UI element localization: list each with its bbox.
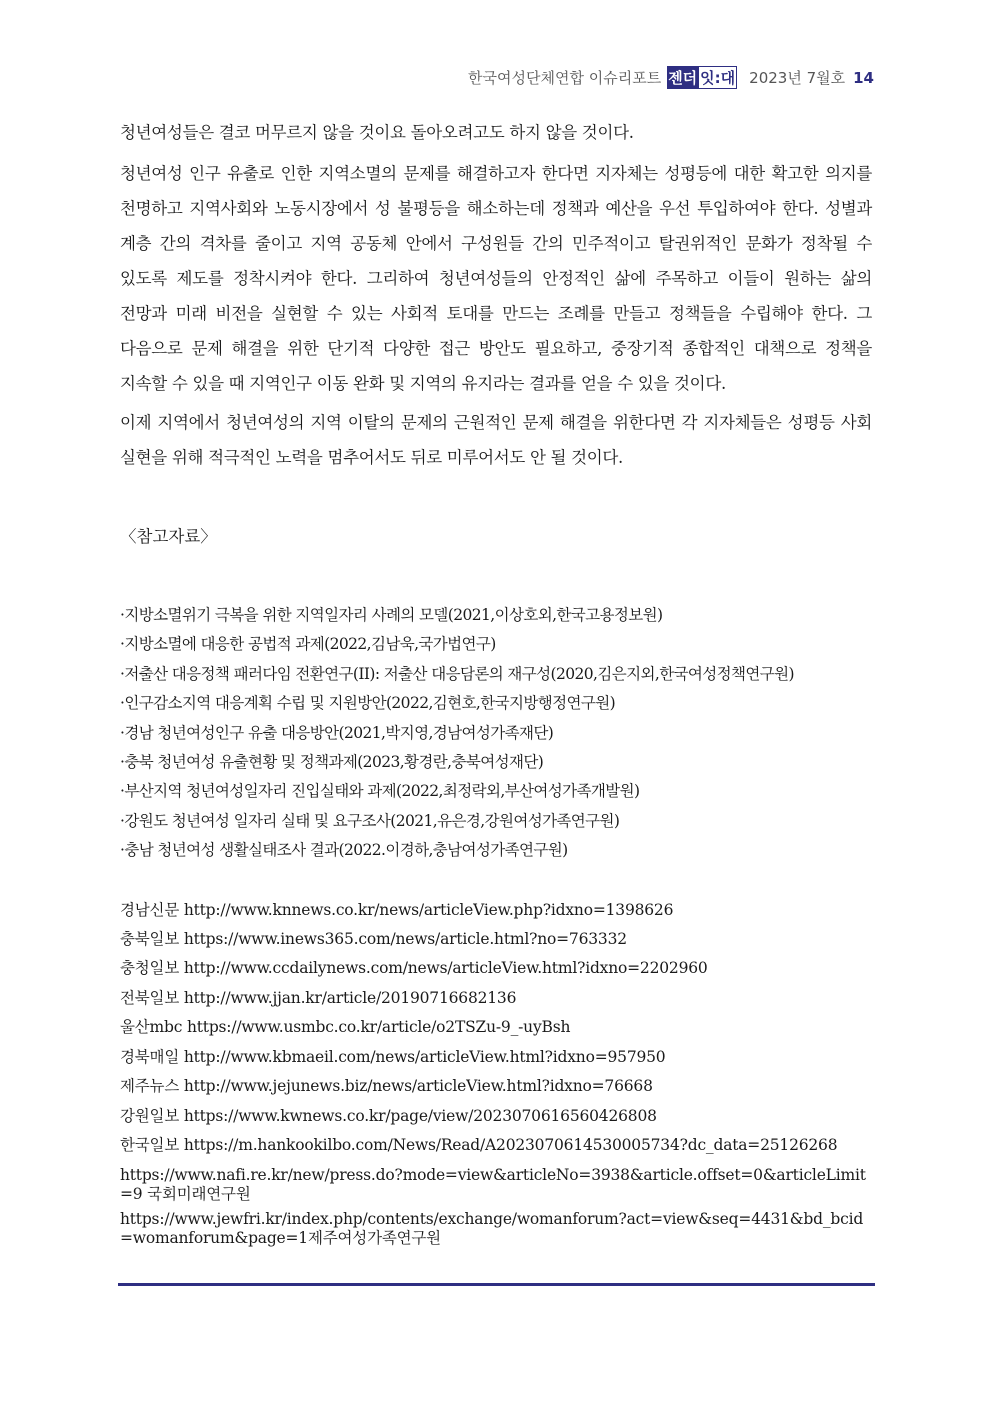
body-paragraph: 청년여성 인구 유출로 인한 지역소멸의 문제를 해결하고자 한다면 지자체는 성평등에 대한 확고한 의지를 천명하고 지역사회와 노동시장에서 성 불평등을 해소하는데 정책과 예산을 우선 투입하여야 한다. 성별과 계층 간의 격차를 줄이고 지역 공동체 안에서 구성원들 간의 민주적이고 탈권위적인 문화가 정착될 수 있도록 제도를 정착시켜야 한다. 그리하여 청년여성들의 안정적인 삶에 주목하고 이들이 원하는 삶의 전망과 미래 비전을 실현할 수 있는 사회적 토대를 만드는 조례를 만들고 정책들을 수립해야 한다. 그 다음으로 문제 해결을 위한 단기적 다양한 접근 방안도 필요하고, 중장기적 종합적인 대책으로 정책을 지속할 수 있을 때 지역인구 이동 완화 및 지역의 유지라는 결과를 얻을 수 있을 것이다. — [120, 164, 872, 393]
body-paragraph: 청년여성들은 결코 머무르지 않을 것이요 돌아오려고도 하지 않을 것이다. — [120, 123, 634, 142]
news-source-link[interactable]: 제주뉴스 http://www.jejunews.biz/news/articleView.html?idxno=76668 — [120, 1077, 653, 1096]
page-content — [120, 115, 872, 1254]
reference-item: ·지방소멸에 대응한 공법적 과제(2022,김남욱,국가법연구) — [120, 635, 496, 654]
references-title: 〈참고자료〉 — [120, 527, 217, 546]
news-source-link[interactable]: 경북매일 http://www.kbmaeil.com/news/articleView.html?idxno=957950 — [120, 1047, 666, 1066]
issue-date: 2023년 7월호 — [749, 69, 846, 87]
news-sources-list — [120, 896, 872, 1249]
body-paragraph: 이제 지역에서 청년여성의 지역 이탈의 문제의 근원적인 문제 해결을 위한다면 각 지자체들은 성평등 사회 실현을 위해 적극적인 노력을 멈추어서도 뒤로 미루어서도 안 될 것이다. — [120, 413, 872, 467]
news-source-link[interactable]: 강원일보 https://www.kwnews.co.kr/page/view/2023070616560426808 — [120, 1106, 657, 1125]
reference-item: ·저출산 대응정책 패러다임 전환연구(II): 저출산 대응담론의 재구성(2020,김은지외,한국여성정책연구원) — [120, 664, 794, 683]
news-source-link[interactable]: 충청일보 http://www.ccdailynews.com/news/articleView.html?idxno=2202960 — [120, 959, 708, 978]
brand-logo — [667, 66, 737, 89]
news-source-link[interactable]: 전북일보 http://www.jjan.kr/article/20190716682136 — [120, 988, 517, 1007]
news-source-link[interactable]: 충북일보 https://www.inews365.com/news/article.html?no=763332 — [120, 930, 627, 949]
reference-item: ·강원도 청년여성 일자리 실태 및 요구조사(2021,유은경,강원여성가족연구원) — [120, 811, 620, 830]
brand-logo-part2: 잇:대 — [698, 66, 737, 89]
news-source-link[interactable]: https://www.nafi.re.kr/new/press.do?mode=view&articleNo=3938&article.offset=0&articleLimit=9 국회미래연구원 — [120, 1166, 866, 1204]
reference-item: ·부산지역 청년여성일자리 진입실태와 과제(2022,최정락외,부산여성가족개발원) — [120, 782, 640, 801]
reference-item: ·경남 청년여성인구 유출 대응방안(2021,박지영,경남여성가족재단) — [120, 723, 554, 742]
footer-divider — [118, 1283, 875, 1286]
references-list — [120, 601, 872, 866]
reference-item: ·충북 청년여성 유출현황 및 정책과제(2023,황경란,충북여성재단) — [120, 753, 544, 772]
news-source-link[interactable]: 울산mbc https://www.usmbc.co.kr/article/o2TSZu-9_-uyBsh — [120, 1018, 571, 1037]
news-source-link[interactable]: 한국일보 https://m.hankookilbo.com/News/Read/A2023070614530005734?dc_data=25126268 — [120, 1135, 838, 1154]
page-number: 14 — [853, 68, 874, 87]
page-header — [468, 66, 874, 89]
publisher-name: 한국여성단체연합 이슈리포트 — [468, 69, 662, 87]
reference-item: ·인구감소지역 대응계획 수립 및 지원방안(2022,김현호,한국지방행정연구원) — [120, 694, 616, 713]
news-source-link[interactable]: 경남신문 http://www.knnews.co.kr/news/articleView.php?idxno=1398626 — [120, 900, 674, 919]
news-source-link[interactable]: https://www.jewfri.kr/index.php/contents/exchange/womanforum?act=view&seq=4431&bd_bcid=womanforum&page=1제주여성가족연구원 — [120, 1210, 864, 1248]
brand-logo-part1: 젠더 — [667, 66, 698, 89]
reference-item: ·충남 청년여성 생활실태조사 결과(2022.이경하,충남여성가족연구원) — [120, 841, 568, 860]
reference-item: ·지방소멸위기 극복을 위한 지역일자리 사례의 모델(2021,이상호외,한국고용정보원) — [120, 606, 663, 624]
